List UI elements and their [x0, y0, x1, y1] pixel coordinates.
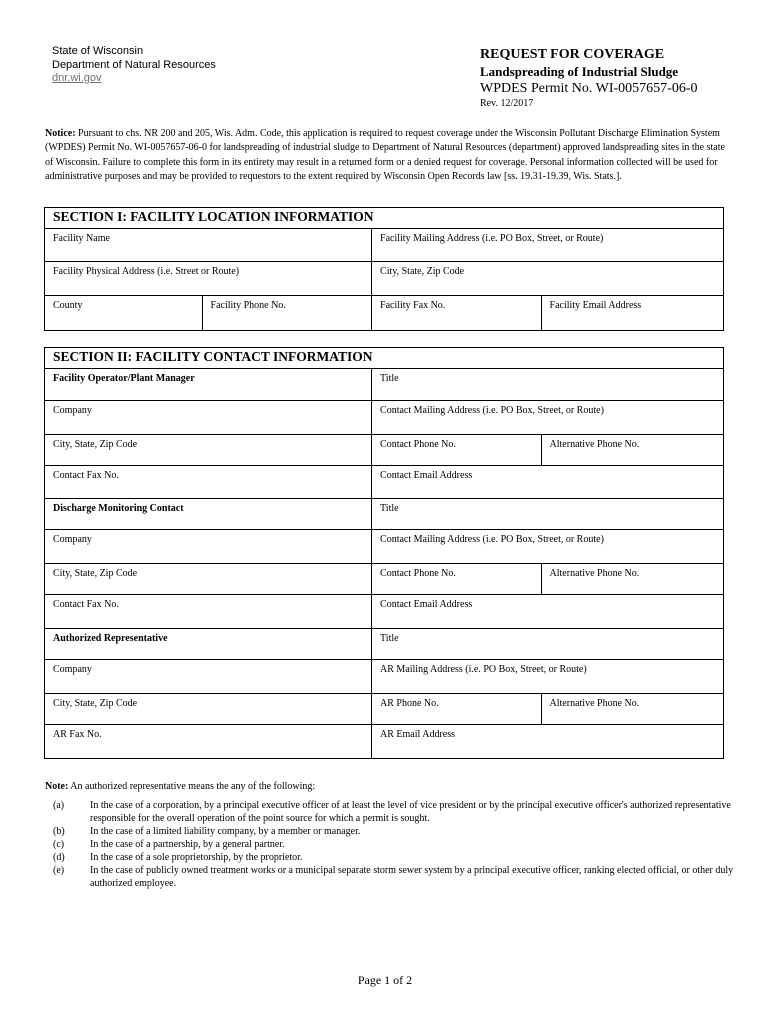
notice-text: Pursuant to chs. NR 200 and 205, Wis. Adm. Code, this application is required to request coverage under the Wisconsin Pollutant Discharge Elimination System (WPDES) Permit No. WI-0057657-06-0 for landspreading of industrial sludge to Department of Natural Resources (department) approved landspreading sites in the state of Wisconsin. Failure to complete this form in its entirety may result in a returned form or a denied request for coverage. Personal information collected will be used for administrative purposes and may be provided to requestors to the extent required by Wisconsin Open Records law [ss. 19.31-19.39, Wis. Stats.]. [45, 128, 725, 182]
form-row [45, 530, 723, 564]
form-row [45, 296, 723, 330]
authorized-representative-note [45, 780, 735, 890]
form-row [45, 435, 723, 466]
agency-header [52, 45, 216, 86]
operator-alt-phone-field[interactable]: Alternative Phone No. [549, 439, 640, 450]
form-row [45, 694, 723, 725]
list-item-label: (c) [53, 839, 65, 850]
ar-alt-phone-field[interactable]: Alternative Phone No. [549, 698, 640, 709]
form-title: REQUEST FOR COVERAGE [480, 47, 665, 62]
discharge-contact-title-field[interactable]: Title [380, 503, 399, 514]
ar-phone-field[interactable]: AR Phone No. [372, 694, 542, 724]
facility-email-field[interactable]: Facility Email Address [549, 300, 642, 311]
facility-physical-address-field[interactable]: Facility Physical Address (i.e. Street or Route) [45, 262, 372, 295]
note-label: Note: [45, 781, 69, 792]
list-item-text: In the case of a partnership, by a general partner. [90, 839, 285, 850]
discharge-city-state-zip-field[interactable]: City, State, Zip Code [45, 564, 372, 594]
permit-number: WPDES Permit No. WI-0057657-06-0 [480, 81, 698, 96]
form-row [45, 629, 723, 660]
list-item-text: In the case of publicly owned treatment works or a municipal separate storm sewer system by a principal executive officer, ranking elected official, or other duly authorized employee. [90, 865, 734, 889]
operator-mailing-address-field[interactable]: Contact Mailing Address (i.e. PO Box, Street, or Route) [380, 405, 604, 416]
authorized-rep-city-state-zip-field[interactable]: City, State, Zip Code [45, 694, 372, 724]
note-list [45, 799, 735, 890]
facility-city-state-zip-field[interactable]: City, State, Zip Code [380, 266, 465, 277]
ar-fax-field[interactable]: AR Fax No. [45, 725, 372, 758]
facility-name-field[interactable]: Facility Name [45, 229, 372, 261]
operator-fax-field[interactable]: Contact Fax No. [45, 466, 372, 498]
section-facility-location [44, 207, 724, 331]
discharge-contact-name-field[interactable]: Discharge Monitoring Contact [45, 499, 372, 529]
agency-website-link[interactable]: dnr.wi.gov [52, 72, 102, 84]
notice-paragraph [45, 127, 725, 184]
list-item-label: (e) [53, 865, 65, 876]
list-item-text: In the case of a sole proprietorship, by the proprietor. [90, 852, 303, 863]
discharge-mailing-address-field[interactable]: Contact Mailing Address (i.e. PO Box, Street, or Route) [380, 534, 604, 545]
operator-email-field[interactable]: Contact Email Address [380, 470, 473, 481]
form-row [45, 660, 723, 694]
discharge-fax-field[interactable]: Contact Fax No. [45, 595, 372, 628]
operator-title-field[interactable]: Title [380, 373, 399, 384]
operator-city-state-zip-field[interactable]: City, State, Zip Code [45, 435, 372, 465]
operator-company-field[interactable]: Company [45, 401, 372, 434]
form-row [45, 499, 723, 530]
notice-label: Notice: [45, 128, 76, 139]
operator-phone-field[interactable]: Contact Phone No. [372, 435, 542, 465]
list-item-label: (d) [53, 852, 65, 863]
form-row [45, 564, 723, 595]
list-item-label: (a) [53, 800, 65, 811]
operator-name-field[interactable]: Facility Operator/Plant Manager [45, 369, 372, 400]
form-row [45, 262, 723, 296]
list-item [45, 799, 735, 825]
ar-email-field[interactable]: AR Email Address [380, 729, 456, 740]
discharge-alt-phone-field[interactable]: Alternative Phone No. [549, 568, 640, 579]
facility-fax-field[interactable]: Facility Fax No. [372, 296, 542, 330]
form-title-block [480, 46, 698, 110]
facility-mailing-address-field[interactable]: Facility Mailing Address (i.e. PO Box, Street, or Route) [380, 233, 604, 244]
agency-department: Department of Natural Resources [52, 58, 216, 71]
authorized-rep-title-field[interactable]: Title [380, 633, 399, 644]
facility-phone-field[interactable]: Facility Phone No. [203, 296, 373, 330]
list-item-text: In the case of a limited liability company, by a member or manager. [90, 826, 361, 837]
form-row [45, 401, 723, 435]
page-number: Page 1 of 2 [357, 973, 413, 987]
discharge-company-field[interactable]: Company [45, 530, 372, 563]
county-field[interactable]: County [45, 296, 203, 330]
authorized-rep-company-field[interactable]: Company [45, 660, 372, 693]
authorized-rep-name-field[interactable]: Authorized Representative [45, 629, 372, 659]
list-item [45, 838, 735, 851]
form-subtitle: Landspreading of Industrial Sludge [480, 64, 679, 79]
form-row [45, 595, 723, 629]
form-row [45, 725, 723, 758]
discharge-phone-field[interactable]: Contact Phone No. [372, 564, 542, 594]
note-heading [45, 780, 735, 793]
form-row [45, 229, 723, 262]
revision-date: Rev. 12/2017 [480, 98, 534, 109]
section-1-title: SECTION I: FACILITY LOCATION INFORMATION [45, 208, 723, 229]
section-2-title: SECTION II: FACILITY CONTACT INFORMATION [45, 348, 723, 369]
list-item [45, 825, 735, 838]
discharge-email-field[interactable]: Contact Email Address [380, 599, 473, 610]
ar-mailing-address-field[interactable]: AR Mailing Address (i.e. PO Box, Street, or Route) [380, 664, 587, 675]
list-item [45, 851, 735, 864]
list-item-label: (b) [53, 826, 65, 837]
agency-state: State of Wisconsin [52, 45, 144, 57]
section-facility-contact [44, 347, 724, 759]
list-item-text: In the case of a corporation, by a principal executive officer of at least the level of vice president or by the principal executive officer's authorized representative responsible for the overall operation of the point source for which a permit is sought. [90, 800, 731, 824]
form-row [45, 369, 723, 401]
note-text: An authorized representative means the any of the following: [70, 781, 316, 792]
list-item [45, 864, 735, 890]
form-row [45, 466, 723, 499]
